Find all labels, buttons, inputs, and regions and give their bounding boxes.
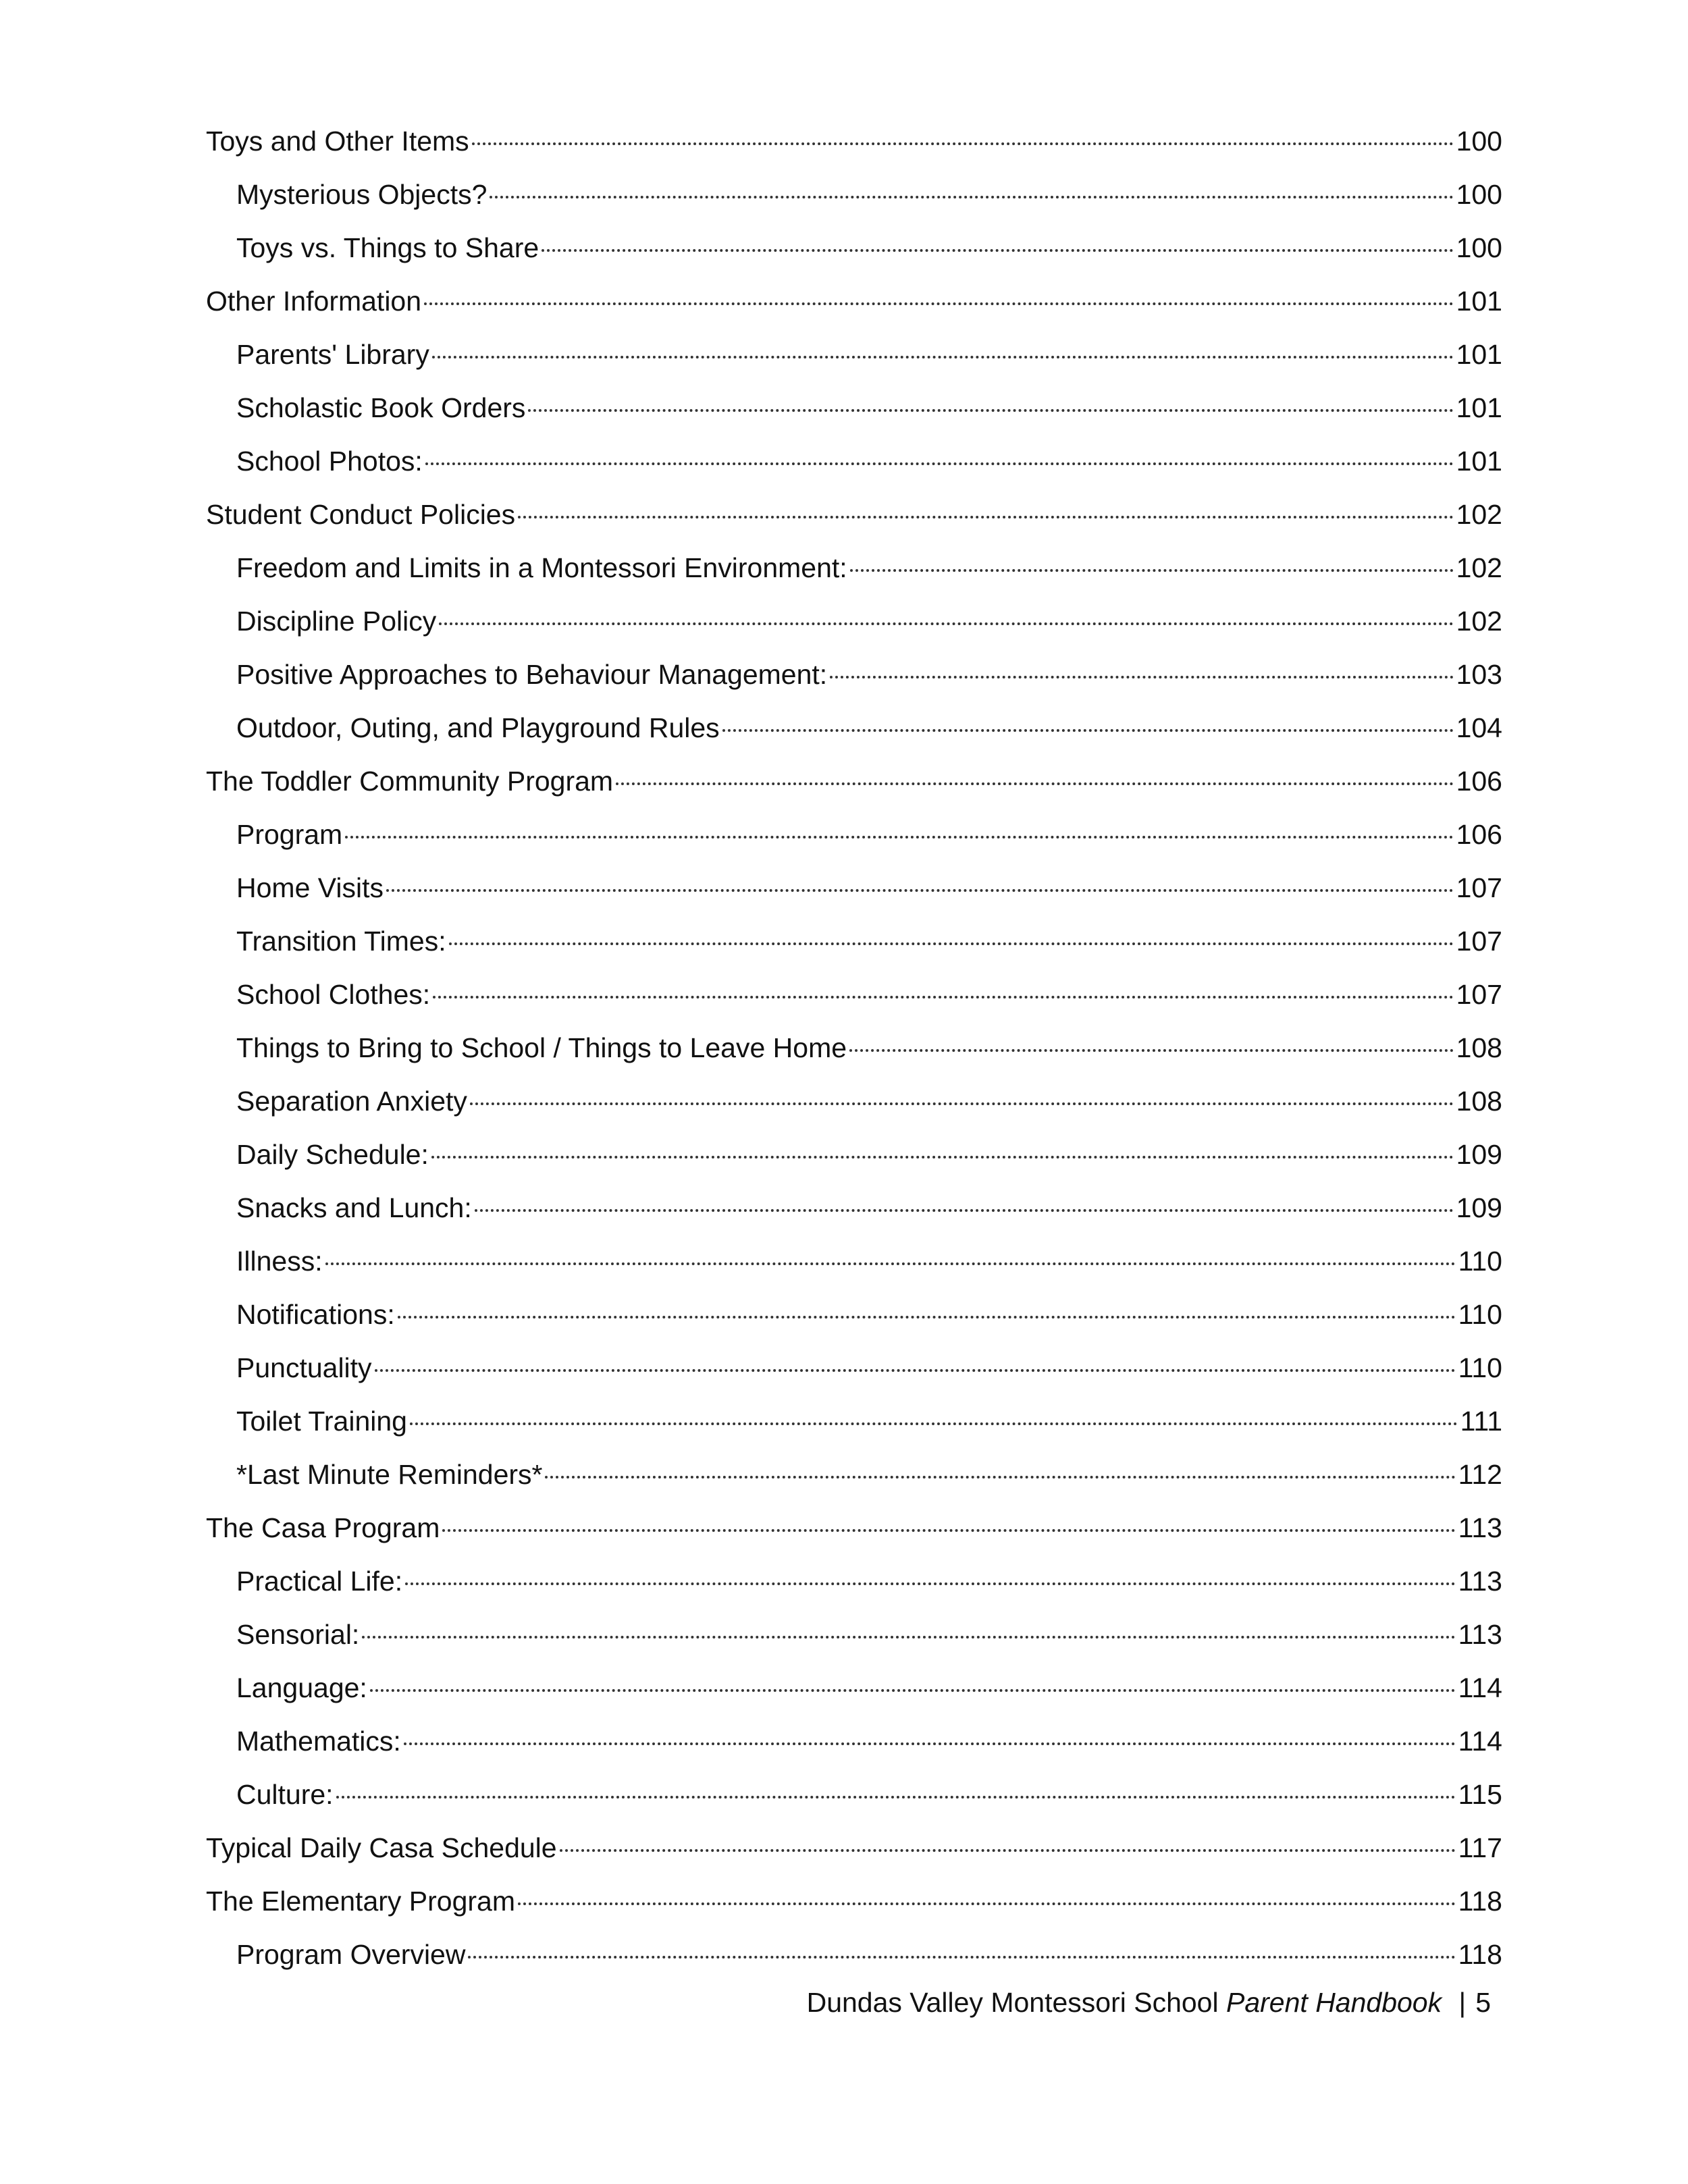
toc-entry-title: The Casa Program <box>206 1512 440 1543</box>
toc-entry-title: Snacks and Lunch: <box>236 1192 472 1223</box>
toc-subsection-entry[interactable] <box>206 338 1502 392</box>
toc-entry-title: Toys vs. Things to Share <box>236 232 539 263</box>
footer-page-number: 5 <box>1475 1987 1491 2018</box>
toc-entry-title: Practical Life: <box>236 1566 403 1597</box>
toc-entry-page-number: 108 <box>1456 1032 1502 1063</box>
toc-entry-page-number: 113 <box>1458 1512 1502 1543</box>
toc-dot-leader <box>442 1529 1455 1532</box>
toc-entry-title: Mysterious Objects? <box>236 179 487 210</box>
toc-entry-page-number: 106 <box>1456 819 1502 850</box>
table-of-contents <box>206 125 1502 1992</box>
toc-dot-leader <box>472 142 1454 145</box>
toc-subsection-entry[interactable] <box>206 1672 1502 1725</box>
toc-entry-page-number: 114 <box>1458 1726 1502 1757</box>
toc-entry-title: Positive Approaches to Behaviour Management: <box>236 659 828 690</box>
toc-dot-leader <box>398 1316 1456 1319</box>
toc-subsection-entry[interactable] <box>206 1725 1502 1778</box>
toc-dot-leader <box>849 1049 1454 1052</box>
toc-subsection-entry[interactable] <box>206 178 1502 232</box>
toc-subsection-entry[interactable] <box>206 392 1502 445</box>
toc-entry-page-number: 109 <box>1456 1192 1502 1223</box>
toc-dot-leader <box>475 1209 1454 1212</box>
toc-section-entry[interactable] <box>206 285 1502 338</box>
toc-dot-leader <box>404 1742 1456 1745</box>
toc-dot-leader <box>439 622 1453 625</box>
toc-dot-leader <box>490 196 1453 198</box>
toc-subsection-entry[interactable] <box>206 605 1502 658</box>
toc-subsection-entry[interactable] <box>206 1298 1502 1352</box>
toc-subsection-entry[interactable] <box>206 1565 1502 1618</box>
toc-entry-page-number: 118 <box>1458 1939 1502 1970</box>
toc-dot-leader <box>386 889 1454 892</box>
toc-entry-page-number: 107 <box>1456 926 1502 957</box>
toc-dot-leader <box>345 836 1453 838</box>
toc-dot-leader <box>542 249 1453 252</box>
toc-entry-title: Discipline Policy <box>236 606 437 637</box>
toc-entry-page-number: 110 <box>1458 1299 1502 1330</box>
toc-dot-leader <box>375 1369 1456 1372</box>
toc-entry-page-number: 108 <box>1456 1086 1502 1117</box>
toc-dot-leader <box>362 1636 1455 1639</box>
footer-document-title: Parent Handbook <box>1226 1987 1442 2018</box>
toc-entry-title: The Toddler Community Program <box>206 766 614 797</box>
toc-dot-leader <box>850 569 1454 572</box>
toc-entry-title: Punctuality <box>236 1352 372 1383</box>
toc-entry-page-number: 100 <box>1456 232 1502 263</box>
page-footer <box>807 1986 1491 2019</box>
toc-dot-leader <box>405 1582 1456 1585</box>
toc-entry-title: Other Information <box>206 286 422 317</box>
toc-subsection-entry[interactable] <box>206 872 1502 925</box>
toc-dot-leader <box>470 1102 1454 1105</box>
toc-dot-leader <box>424 302 1454 305</box>
toc-subsection-entry[interactable] <box>206 978 1502 1032</box>
toc-entry-page-number: 103 <box>1456 659 1502 690</box>
toc-section-entry[interactable] <box>206 498 1502 552</box>
toc-dot-leader <box>560 1849 1456 1852</box>
toc-subsection-entry[interactable] <box>206 1352 1502 1405</box>
toc-dot-leader <box>830 676 1453 678</box>
toc-entry-page-number: 106 <box>1456 766 1502 797</box>
toc-entry-title: Toilet Training <box>236 1406 407 1437</box>
toc-entry-page-number: 101 <box>1456 392 1502 423</box>
toc-entry-title: Program Overview <box>236 1939 466 1970</box>
toc-entry-title: The Elementary Program <box>206 1886 516 1917</box>
toc-dot-leader <box>616 782 1453 785</box>
toc-dot-leader <box>722 729 1454 732</box>
toc-dot-leader <box>449 942 1454 945</box>
toc-entry-page-number: 100 <box>1456 179 1502 210</box>
toc-entry-title: Student Conduct Policies <box>206 499 516 530</box>
toc-subsection-entry[interactable] <box>206 818 1502 872</box>
footer-school-name: Dundas Valley Montessori School <box>806 1987 1219 2018</box>
toc-entry-title: Scholastic Book Orders <box>236 392 526 423</box>
toc-entry-title: Program <box>236 819 343 850</box>
toc-subsection-entry[interactable] <box>206 232 1502 285</box>
toc-subsection-entry[interactable] <box>206 552 1502 605</box>
toc-dot-leader <box>433 996 1453 998</box>
toc-dot-leader <box>370 1689 1456 1692</box>
toc-entry-page-number: 102 <box>1456 499 1502 530</box>
toc-entry-title: Transition Times: <box>236 926 446 957</box>
toc-entry-page-number: 118 <box>1458 1886 1502 1917</box>
toc-entry-title: *Last Minute Reminders* <box>236 1459 543 1490</box>
toc-entry-page-number: 100 <box>1456 126 1502 157</box>
toc-entry-title: Notifications: <box>236 1299 395 1330</box>
toc-section-entry[interactable] <box>206 1885 1502 1938</box>
toc-section-entry[interactable] <box>206 125 1502 178</box>
toc-section-entry[interactable] <box>206 765 1502 818</box>
toc-dot-leader <box>518 1902 1456 1905</box>
toc-subsection-entry[interactable] <box>206 1138 1502 1192</box>
toc-entry-page-number: 117 <box>1458 1832 1502 1863</box>
toc-entry-title: Mathematics: <box>236 1726 401 1757</box>
toc-entry-title: Typical Daily Casa Schedule <box>206 1832 557 1863</box>
toc-entry-title: Toys and Other Items <box>206 126 469 157</box>
toc-subsection-entry[interactable] <box>206 1778 1502 1832</box>
toc-section-entry[interactable] <box>206 1832 1502 1885</box>
toc-entry-title: Language: <box>236 1672 367 1703</box>
toc-entry-title: Outdoor, Outing, and Playground Rules <box>236 712 720 743</box>
toc-entry-title: School Photos: <box>236 446 423 477</box>
footer-separator: | <box>1458 1987 1467 2018</box>
toc-subsection-entry[interactable] <box>206 1405 1502 1458</box>
toc-subsection-entry[interactable] <box>206 1938 1502 1992</box>
toc-dot-leader <box>468 1956 1455 1959</box>
toc-entry-page-number: 107 <box>1456 979 1502 1010</box>
toc-entry-title: Separation Anxiety <box>236 1086 467 1117</box>
toc-subsection-entry[interactable] <box>206 1458 1502 1512</box>
toc-subsection-entry[interactable] <box>206 1245 1502 1298</box>
toc-subsection-entry[interactable] <box>206 1618 1502 1672</box>
toc-subsection-entry[interactable] <box>206 658 1502 712</box>
toc-entry-page-number: 101 <box>1456 286 1502 317</box>
toc-entry-title: Home Visits <box>236 872 384 903</box>
toc-entry-page-number: 102 <box>1456 552 1502 583</box>
toc-subsection-entry[interactable] <box>206 712 1502 765</box>
toc-dot-leader <box>425 462 1454 465</box>
toc-entry-page-number: 112 <box>1458 1459 1502 1490</box>
toc-entry-title: School Clothes: <box>236 979 431 1010</box>
toc-dot-leader <box>431 1156 1454 1158</box>
toc-subsection-entry[interactable] <box>206 1192 1502 1245</box>
toc-dot-leader <box>410 1422 1458 1425</box>
toc-dot-leader <box>545 1476 1455 1479</box>
toc-entry-title: Illness: <box>236 1246 323 1277</box>
toc-entry-page-number: 113 <box>1458 1566 1502 1597</box>
toc-entry-page-number: 111 <box>1460 1406 1502 1437</box>
toc-subsection-entry[interactable] <box>206 1032 1502 1085</box>
toc-entry-page-number: 107 <box>1456 872 1502 903</box>
toc-entry-title: Sensorial: <box>236 1619 360 1650</box>
toc-dot-leader <box>518 516 1453 518</box>
toc-entry-page-number: 101 <box>1456 446 1502 477</box>
toc-subsection-entry[interactable] <box>206 925 1502 978</box>
toc-entry-page-number: 113 <box>1458 1619 1502 1650</box>
toc-entry-page-number: 109 <box>1456 1139 1502 1170</box>
toc-entry-page-number: 115 <box>1458 1779 1502 1810</box>
toc-entry-title: Freedom and Limits in a Montessori Environment: <box>236 552 847 583</box>
toc-entry-title: Daily Schedule: <box>236 1139 429 1170</box>
toc-entry-title: Culture: <box>236 1779 334 1810</box>
toc-subsection-entry[interactable] <box>206 1085 1502 1138</box>
toc-entry-page-number: 110 <box>1458 1352 1502 1383</box>
toc-entry-page-number: 104 <box>1456 712 1502 743</box>
toc-entry-title: Parents' Library <box>236 339 429 370</box>
toc-subsection-entry[interactable] <box>206 445 1502 498</box>
toc-dot-leader <box>336 1796 1456 1799</box>
toc-entry-page-number: 102 <box>1456 606 1502 637</box>
toc-entry-page-number: 101 <box>1456 339 1502 370</box>
toc-dot-leader <box>528 409 1453 412</box>
toc-dot-leader <box>325 1262 1456 1265</box>
toc-dot-leader <box>432 356 1454 358</box>
toc-section-entry[interactable] <box>206 1512 1502 1565</box>
toc-entry-page-number: 110 <box>1458 1246 1502 1277</box>
toc-entry-page-number: 114 <box>1458 1672 1502 1703</box>
toc-entry-title: Things to Bring to School / Things to Leave Home <box>236 1032 847 1063</box>
